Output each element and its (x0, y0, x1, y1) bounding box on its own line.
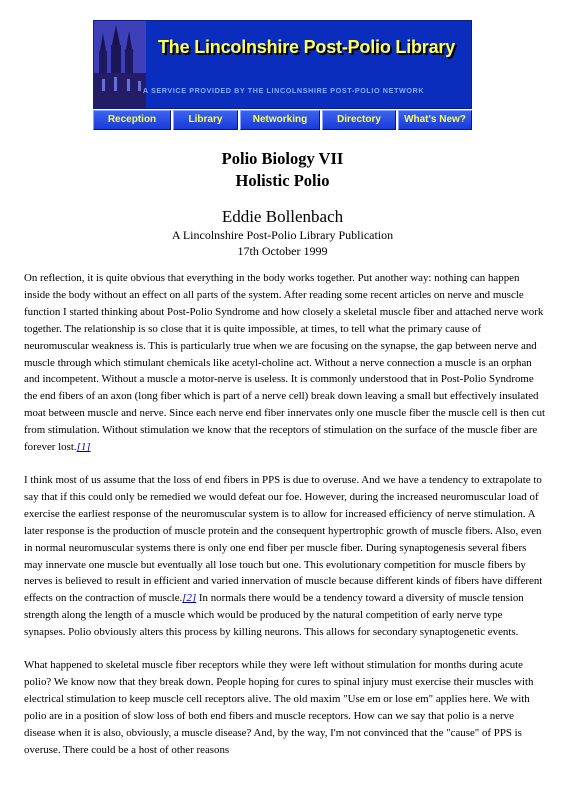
title-line-2: Holistic Polio (235, 171, 330, 190)
publication-line: A Lincolnshire Post-Polio Library Publication (171, 228, 394, 242)
nav-reception-button[interactable]: Reception (93, 110, 171, 130)
publication-date: 17th October 1999 (237, 244, 328, 258)
footnote-link-2[interactable]: [2] (182, 592, 197, 605)
paragraph-2 (24, 472, 546, 641)
paragraph-1 (24, 270, 546, 456)
cathedral-icon (94, 21, 146, 109)
banner-subtitle: A SERVICE PROVIDED BY THE LINCOLNSHIRE POST-POLIO NETWORK (142, 86, 425, 95)
nav-library-button[interactable]: Library (173, 110, 238, 130)
nav-whats-new-button[interactable]: What's New? (398, 110, 472, 130)
banner-title: The Lincolnshire Post-Polio Library (158, 37, 456, 57)
paragraph-2-text-b: In normals there would be a tendency toward a diversity of muscle tension strength along the length of a muscle which would be produced by the natural competition of early nerve type synapses. Polio obviously alters this process by killing neurons. This allows for secondary synaptogenetic events. (24, 592, 524, 639)
nav-networking-button[interactable]: Networking (240, 110, 320, 130)
site-banner (93, 20, 472, 130)
paragraph-1-text: On reflection, it is quite obvious that everything in the body works together. Put another way: nothing can happen inside the body without an effect on all parts of the system. After reading some recent articles on nerve and muscle function I started thinking about Post-Polio Syndrome and how closely a skeletal muscle fiber and attached nerve work together. The relationship is so close that it is quite impossible, at times, to tell what the primary cause of neuromuscular weakness is. This is particularly true when we are focusing on the synapse, the gap between nerve and muscle through which stimulant chemicals like acetyl-choline act. Without a nerve connection a muscle is an orphan and incompetent. Without a muscle a motor-nerve is useless. It is commonly understood that in Post-Polio Syndrome the end fibers of an axon (long fiber which is part of a nerve cell) break down leaving a small but effectively insulated moat between muscle and nerve. Since each nerve end fiber innervates only one muscle fiber the muscle cell is then cut from stimulation. Without stimulation we know that the receptors of stimulation on the surface of the muscle fiber are forever lost. (24, 272, 546, 454)
paragraph-3: What happened to skeletal muscle fiber receptors while they were left without stimulation for months during acute polio? We know now that they break down. People hoping for cures to spinal injury must exercise their muscles with electrical stimulation to keep muscle cell receptors alive. The old maxim "Use em or lose em" applies here. We with polio are in a position of slow loss of both end fibers and muscle receptors. How can we say that polio is a nerve disease when it is also, obviously, a muscle disease? And, by the way, I'm not convinced that the "cause" of PPS is overuse. There could be a host of other reasons (24, 659, 534, 756)
cathedral-photo (94, 21, 146, 109)
article-body (24, 270, 546, 774)
nav-bar (93, 110, 472, 130)
nav-directory-button[interactable]: Directory (322, 110, 396, 130)
article-title (0, 148, 565, 192)
title-line-1: Polio Biology VII (221, 149, 344, 168)
author-name: Eddie Bollenbach (221, 207, 344, 226)
byline (0, 206, 565, 259)
footnote-link-1[interactable]: [1] (76, 441, 91, 454)
paragraph-2-text-a: I think most of us assume that the loss of end fibers in PPS is due to overuse. And we have a tendency to extrapolate to say that if this could only be remedied we would defeat our foe. However, during the increased neuromuscular load of exercise the earliest response of the neuromuscular system is to allow for increased efficiency of nerve stimulation. A later response is the production of muscle protein and the consequent hypertrophic growth of muscle fibers. Also, even in normal neuromuscular systems there is only one end fiber per muscle fiber. During synaptogenesis several fibers may innervate one muscle but eventually all lose touch but one. This evolutionary competition for muscle fibers by nerves is believed to result in efficient and varied innervation of muscle because different kinds of fibers have different effects on the contraction of muscle. (24, 473, 543, 605)
banner-header (93, 20, 472, 109)
